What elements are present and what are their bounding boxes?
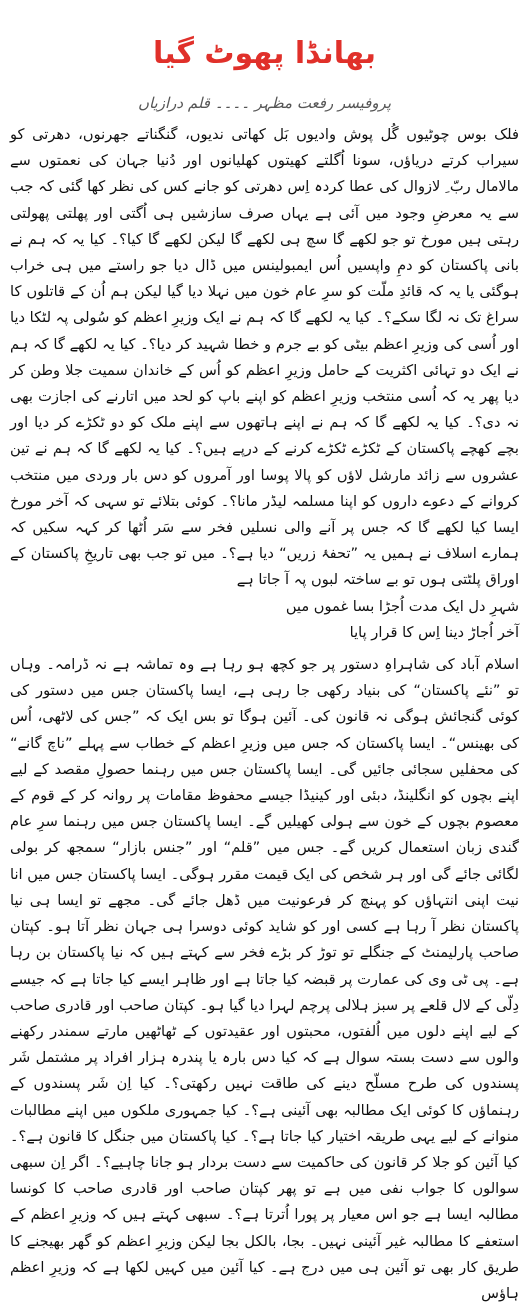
- author-byline: پروفیسر رفعت مظہر ۔۔۔۔ قلم درازیاں: [137, 94, 392, 112]
- article-title: بھانڈا پھوٹ گیا: [152, 36, 377, 71]
- poetry-verse-2: آخر اُجاڑ دینا اِس کا قرار پایا: [349, 623, 519, 641]
- poetry-verse-1: شہرِ دل ایک مدت اُجڑا بسا غموں میں: [285, 597, 519, 615]
- article-paragraph-2: اسلام آباد کی شاہراہِ دستور پر جو کچھ ہو رہا ہے وہ تماشہ ہے نہ ڈرامہ۔ وہاں تو ”نئے پاکستان“ کی بنیاد رکھی جا رہی ہے، ایسا پاکستان جس میں دستور کی کوئی گنجائش ہوگی نہ قانون کی۔ آئین ہوگا تو بس ایک کہ ”جس کی لاٹھی، اُس کی بھینس“۔ ایسا پاکستان کہ جس میں وزیرِ اعظم کے خطاب سے پہلے ”ناچ گانے“ کی محفلیں سجائی جائیں گی۔ ایسا پاکستان جس میں رہنما حصولِ مقصد کے لیے اپنے بچوں کو انگلینڈ، دبئی اور کینیڈا جیسے محفوظ مقامات پر روانہ کر کے قوم کے معصوم بچوں کے خون سے ہولی کھیلیں گے۔ ایسا پاکستان جس میں رہنما سرِ عام گندی زبان استعمال کریں گے۔ جس میں ”قلم“ اور ”جنس بازار“ سمجھ کر بولی لگائی جائے گی اور ہر شخص کی ایک قیمت مقرر ہوگی۔ ایسا پاکستان جس میں انا نیت اپنی انتہاؤں کو پہنچ کر فرعونیت میں ڈھل جائے گی۔ مجھے تو ایسا ہی نیا پاکستان نظر آ رہا ہے کسی اور کو شاید کوئی دوسرا ہی جہان نظر آتا ہو۔ کپتان صاحب پارلیمنٹ کے جنگلے تو توڑ کر بڑے فخر سے کہتے ہیں کہ نیا پاکستان بن رہا ہے۔ پی ٹی وی کی عمارت پر قبضہ کیا جاتا ہے اور ظاہر ایسے کیا جاتا ہے کہ جیسے دِلّی کے لال قلعے پر سبز ہلالی پرچم لہرا دیا گیا ہو۔ کپتان صاحب اور قادری صاحب کے لیے اپنے دلوں میں اُلفتوں، محبتوں اور عقیدتوں کے ٹھاٹھیں مارتے سمندر رکھنے والوں سے دست بستہ سوال ہے کہ کیا دس بارہ یا پندرہ ہزار افراد پر مشتمل شَر پسندوں کی طرح مسلّح دینے کی طاقت نہیں رکھتی؟۔ کیا اِن شَر پسندوں کے رہنماؤں کا کوئی ایک مطالبہ بھی آئینی ہے؟۔ کیا جمہوری ملکوں میں اپنے مطالبات منوانے کے لیے یہی طریقہ اختیار کیا جاتا ہے؟۔ کیا پاکستان میں جنگل کا قانون ہے؟۔ کیا آئین کو جلا کر قانون کی حاکمیت سے دست بردار ہو جانا چاہیے؟۔ اگر اِن سبھی سوالوں کا جواب نفی میں ہے تو پھر کپتان صاحب اور قادری صاحب کا کونسا مطالبہ ایسا ہے جو اس معیار پر پورا اُترتا ہے؟۔ سبھی کہتے ہیں کہ وزیرِ اعظم کے استعفے کا مطالبہ غیر آئینی نہیں۔ بجا، بالکل بجا لیکن وزیرِ اعظم کو گھر بھیجنے کا طریق کار بھی تو آئین ہی میں درج ہے۔ کیا آئین میں کہیں لکھا ہے کہ وزیرِ اعظم ہاؤس: [10, 656, 519, 1302]
- article-paragraph-1: فلک بوس چوٹیوں گُل پوش وادیوں بَل کھاتی ندیوں، گنگناتے جھرنوں، دھرتی کو سیراب کرتے دریاؤں، سونا اُگلتے کھیتوں کھلیانوں اور دُنیا جہان کی نعمتوں سے مالامال ربّ ِ لازوال کی عطا کردہ اِس دھرتی کو جانے کس کی نظر کھا گئی کہ جب سے یہ معرضِ وجود میں آئی ہے یہاں صرف سازشیں ہی اُگتی اور پھلتی پھولتی رہتی ہیں مورخ تو جو لکھے گا سچ ہی لکھے گا لیکن لکھے گا کیا؟۔ کیا یہ کہ ہم نے بانی پاکستان کو دمِ واپسیں اُس ایمبولینس میں ڈال دیا جو راستے میں ہی خراب ہوگئی یا یہ کہ قائدِ ملّت کو سرِ عام خون میں نہلا دیا گیا لیکن ہم اُن کے قاتلوں کا سراغ تک نہ لگا سکے؟۔ کیا یہ لکھے گا کہ ہم نے ایک وزیرِ اعظم کو سُولی پہ لٹکا دیا اور اُسی کی وزیرِ اعظم بیٹی کو بے جرم و خطا شہید کر دیا؟۔ کیا یہ لکھے گا کہ ہم نے ایک دو تہائی اکثریت کے حامل وزیرِ اعظم کو اُس کے خاندان سمیت جلا وطن کر دیا پھر یہ کہ اُسی منتخب وزیرِ اعظم کو اپنے باپ کو لحد میں اتارنے کی اجازت بھی نہ دی؟۔ کیا یہ لکھے گا کہ ہم نے اپنے ہاتھوں سے اپنے ملک کو دو ٹکڑے کر دیا اور بچے کھچے پاکستان کے ٹکڑے ٹکڑے کرنے کے درپے ہیں؟۔ کیا یہ لکھے گا کہ ہم نے تین عشروں سے زائد مارشل لاؤں کو پالا پوسا اور آمروں کو دس بار وردی میں منتخب کروانے کے دعوے داروں کو اپنا مسلمہ لیڈر مانا؟۔ کوئی بتلائے تو سہی کہ آخر مورخ ایسا کیا لکھے گا کہ جس پر آنے والی نسلیں فخر سے سَر اُٹھا کر کہہ سکیں کہ ہمارے اسلاف نے ہمیں یہ ”تحفۂ زریں“ دیا ہے؟۔ میں تو جب بھی تاریخِ پاکستان کے اوراق پلٹتی ہوں تو بے ساختہ لبوں پہ آ جاتا ہے: [10, 126, 520, 589]
